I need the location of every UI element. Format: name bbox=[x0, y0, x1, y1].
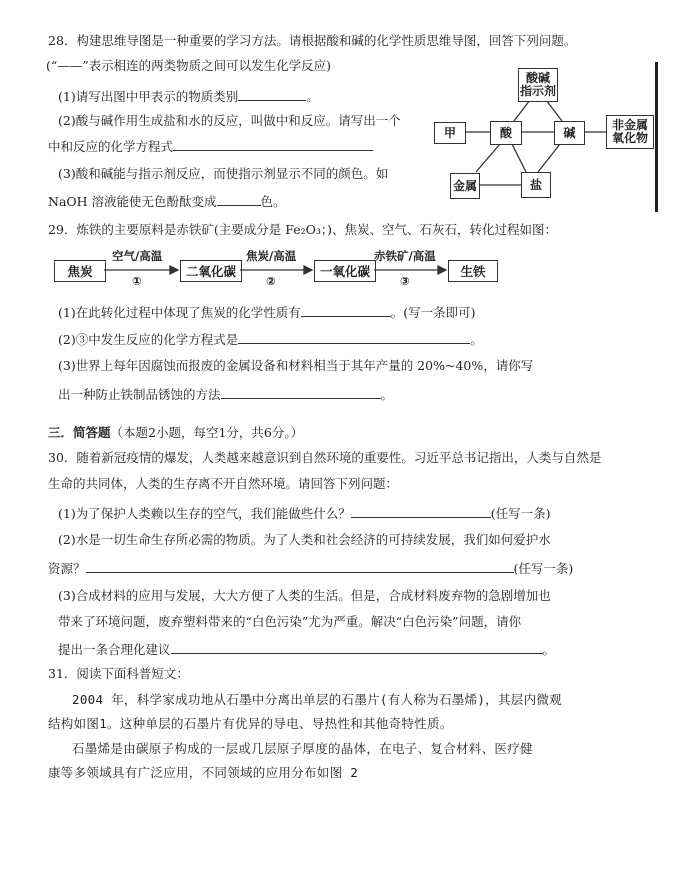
arrow-3-number: ③ bbox=[400, 274, 410, 288]
q28-title: 28．构建思维导图是一种重要的学习方法。请根据酸和碱的化学性质思维导图，回答下列问题。 bbox=[48, 33, 577, 48]
answer-blank[interactable] bbox=[221, 386, 381, 399]
indicator-label-1: 酸碱 bbox=[525, 71, 550, 85]
q30-part3-text: 提出一条合理化建议 bbox=[58, 642, 171, 657]
q29-part3-line1: (3)世界上每年因腐蚀而报废的金属设备和材料相当于其年产量的 20%~40%，请你写 bbox=[58, 358, 534, 373]
q31-para2-line1: 石墨烯是由碳原子构成的一层或几层原子厚度的晶体，在电子、复合材料、医疗健 bbox=[72, 741, 533, 756]
connector-base-indicator bbox=[546, 100, 562, 121]
answer-blank[interactable] bbox=[173, 138, 373, 151]
page-edge-bar bbox=[655, 62, 658, 212]
base-node: 碱 bbox=[554, 121, 585, 145]
q29-part3-end: 。 bbox=[380, 387, 394, 402]
q30-part2-end: (任写一条) bbox=[513, 561, 574, 576]
arrow-2-head bbox=[304, 266, 312, 274]
q28-part2-line1: (2)酸与碱作用生成盐和水的反应，叫做中和反应。请写出一个 bbox=[58, 113, 401, 128]
indicator-node bbox=[518, 68, 558, 102]
co2-box: 二氧化碳 bbox=[180, 260, 242, 282]
co-box: 一氧化碳 bbox=[314, 260, 376, 282]
q28-part3-line1: (3)酸和碱能与指示剂反应，而使指示剂显示不同的颜色。如 bbox=[58, 166, 389, 181]
iron-smelting-flow bbox=[52, 249, 512, 292]
q30-intro-line2: 生命的共同体，人类的生存离不开自然环境。请回答下列问题： bbox=[48, 476, 399, 491]
pig-iron-box: 生铁 bbox=[448, 260, 498, 282]
q31-title: 31．阅读下面科普短文： bbox=[48, 666, 189, 681]
answer-blank[interactable] bbox=[351, 505, 491, 518]
q28-note: (“——”表示相连的两类物质之间可以发生化学反应) bbox=[46, 58, 332, 73]
q28-part2-text: 中和反应的化学方程式 bbox=[48, 139, 174, 154]
q30-part2-line1: (2)水是一切生命生存所必需的物质。为了人类和社会经济的可持续发展，我们如何爱护水 bbox=[58, 532, 551, 547]
q31-para2-line2: 康等多领域具有广泛应用，不同领域的应用分布如图 2 bbox=[48, 765, 359, 780]
section-3-label: 三．简答题 bbox=[48, 425, 111, 440]
q31-para1-line1: 2004 年，科学家成功地从石墨中分离出单层的石墨片(有人称为石墨烯)，其层内微观 bbox=[72, 692, 562, 707]
arrow-3-condition: 赤铁矿/高温 bbox=[374, 249, 436, 263]
nonmetal-oxide-node bbox=[606, 115, 654, 149]
answer-blank[interactable] bbox=[238, 331, 470, 344]
q30-part2-line2 bbox=[48, 560, 573, 577]
q29-part3-line2 bbox=[58, 386, 393, 403]
metal-node: 金属 bbox=[450, 173, 480, 199]
q30-part3-end: 。 bbox=[542, 642, 556, 657]
answer-blank[interactable] bbox=[86, 560, 514, 573]
q28-part1-end: 。 bbox=[306, 89, 319, 104]
q30-part1-end: (任写一条) bbox=[490, 506, 551, 521]
q31-para1-line2: 结构如图1。这种单层的石墨片有优异的导电、导热性和其他奇特性质。 bbox=[48, 716, 453, 731]
q29-title: 29．炼铁的主要原料是赤铁矿(主要成分是 Fe₂O₃；)、焦炭、空气、石灰石，转化过程如图： bbox=[48, 222, 558, 237]
salt-node: 盐 bbox=[521, 172, 551, 198]
q28-part1-text: (1)请写出图中甲表示的物质类别 bbox=[58, 89, 239, 104]
jia-node: 甲 bbox=[434, 122, 466, 144]
q28-part3-line2 bbox=[48, 193, 286, 210]
q28-part1 bbox=[58, 88, 319, 105]
indicator-label-2: 指示剂 bbox=[519, 84, 556, 98]
q28-part3-end: 色。 bbox=[260, 194, 286, 209]
q30-part1 bbox=[58, 505, 550, 522]
q30-part3-line2: 带来了环境问题，废弃塑料带来的“白色污染”尤为严重。解决“白色污染”问题，请你 bbox=[58, 614, 522, 629]
q29-part1-text: (1)在此转化过程中体现了焦炭的化学性质有 bbox=[58, 305, 301, 320]
answer-blank[interactable] bbox=[301, 304, 391, 317]
arrow-1-head bbox=[170, 266, 178, 274]
q30-part2-text: 资源？ bbox=[48, 561, 86, 576]
q30-intro-line1: 30．随着新冠疫情的爆发，人类越来越意识到自然环境的重要性。习近平总书记指出，人类与自然是 bbox=[48, 450, 602, 465]
q29-part1-end: 。(写一条即可) bbox=[390, 305, 476, 320]
answer-blank[interactable] bbox=[238, 88, 306, 101]
q29-part3-text: 出一种防止铁制品锈蚀的方法 bbox=[58, 387, 221, 402]
q28-part2-line2 bbox=[48, 138, 373, 155]
q29-part2 bbox=[58, 331, 483, 348]
arrow-3-head bbox=[438, 266, 446, 274]
coke-box: 焦炭 bbox=[54, 260, 106, 282]
q29-part2-end: 。 bbox=[470, 332, 483, 347]
q30-part3-line1: (3)合成材料的应用与发展，大大方便了人类的生活。但是，合成材料废弃物的急剧增加也 bbox=[58, 588, 551, 603]
arrow-1-condition: 空气/高温 bbox=[112, 249, 163, 263]
answer-blank[interactable] bbox=[217, 193, 261, 206]
arrow-2-number: ② bbox=[266, 274, 276, 288]
acid-base-mind-map bbox=[428, 62, 662, 212]
arrow-2-condition: 焦炭/高温 bbox=[246, 249, 297, 263]
connector-acid-salt bbox=[512, 144, 526, 172]
connector-acid-metal bbox=[476, 144, 500, 172]
connector-acid-indicator bbox=[514, 100, 530, 121]
acid-node: 酸 bbox=[490, 121, 522, 145]
nonmetal-label-2: 氧化物 bbox=[611, 131, 648, 145]
q28-part3-text: NaOH 溶液能使无色酚酞变成 bbox=[48, 194, 217, 209]
q29-part1 bbox=[58, 304, 475, 321]
q30-part3-line3 bbox=[58, 641, 555, 658]
section-3-heading bbox=[48, 425, 303, 441]
arrow-1-number: ① bbox=[132, 274, 142, 288]
answer-blank[interactable] bbox=[171, 641, 543, 654]
q30-part1-text: (1)为了保护人类赖以生存的空气，我们能做些什么？ bbox=[58, 506, 351, 521]
section-3-desc: （本题2小题，每空1分，共6分。） bbox=[110, 425, 304, 440]
q29-part2-text: (2)③中发生反应的化学方程式是 bbox=[58, 332, 239, 347]
nonmetal-label-1: 非金属 bbox=[611, 118, 648, 132]
connector-base-salt bbox=[538, 144, 560, 172]
